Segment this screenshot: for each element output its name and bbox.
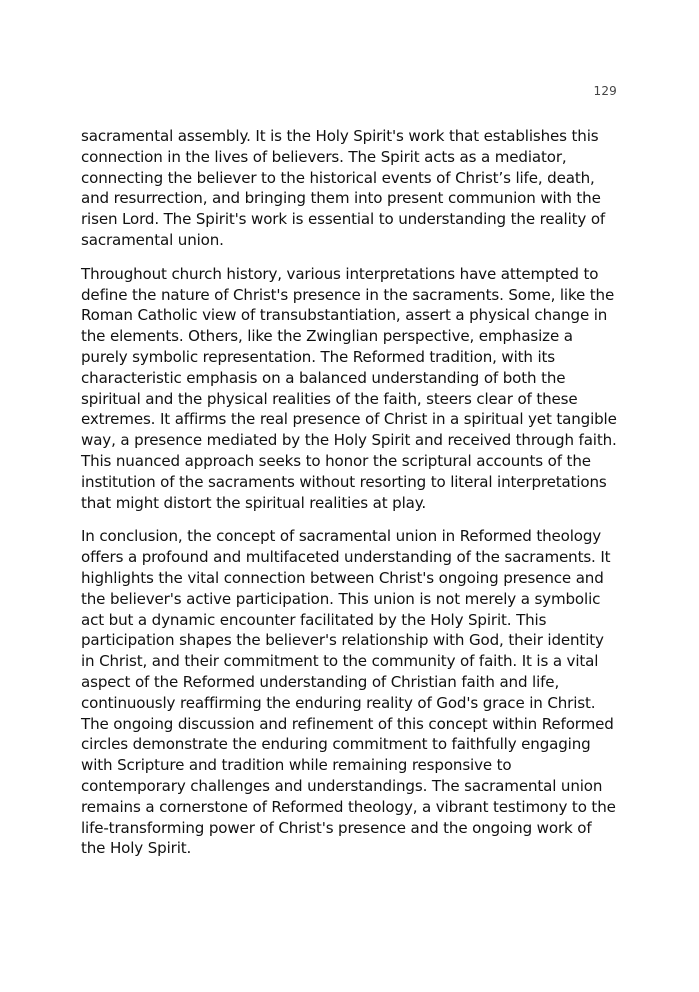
body-text <box>81 126 619 872</box>
page-number: 129 <box>593 84 617 98</box>
paragraph-3: In conclusion, the concept of sacramental union in Reformed theology offers a profound and multifaceted understanding of the sacraments. It highlights the vital connection between Christ's ongoing presence and the believer's active participation. This union is not merely a symbolic act but a dynamic encounter facilitated by the Holy Spirit. This participation shapes the believer's relationship with God, their identity in Christ, and their commitment to the community of faith. It is a vital aspect of the Reformed understanding of Christian faith and life, continuously reaffirming the enduring reality of God's grace in Christ. The ongoing discussion and refinement of this concept within Reformed circles demonstrate the enduring commitment to faithfully engaging with Scripture and tradition while remaining responsive to contemporary challenges and understandings. The sacramental union remains a cornerstone of Reformed theology, a vibrant testimony to the life-transforming power of Christ's presence and the ongoing work of the Holy Spirit. <box>81 527 616 858</box>
paragraph-2: Throughout church history, various interpretations have attempted to define the nature of Christ's presence in the sacraments. Some, like the Roman Catholic view of transubstantiation, assert a physical change in the elements. Others, like the Zwinglian perspective, emphasize a purely symbolic representation. The Reformed tradition, with its characteristic emphasis on a balanced understanding of both the spiritual and the physical realities of the faith, steers clear of these extremes. It affirms the real presence of Christ in a spiritual yet tangible way, a presence mediated by the Holy Spirit and received through faith. This nuanced approach seeks to honor the scriptural accounts of the institution of the sacraments without resorting to literal interpretations that might distort the spiritual realities at play. <box>81 264 617 512</box>
paragraph-1: sacramental assembly. It is the Holy Spirit's work that establishes this connection in the lives of believers. The Spirit acts as a mediator, connecting the believer to the historical events of Christ’s life, death, and resurrection, and bringing them into present communion with the risen Lord. The Spirit's work is essential to understanding the reality of sacramental union. <box>81 127 606 249</box>
